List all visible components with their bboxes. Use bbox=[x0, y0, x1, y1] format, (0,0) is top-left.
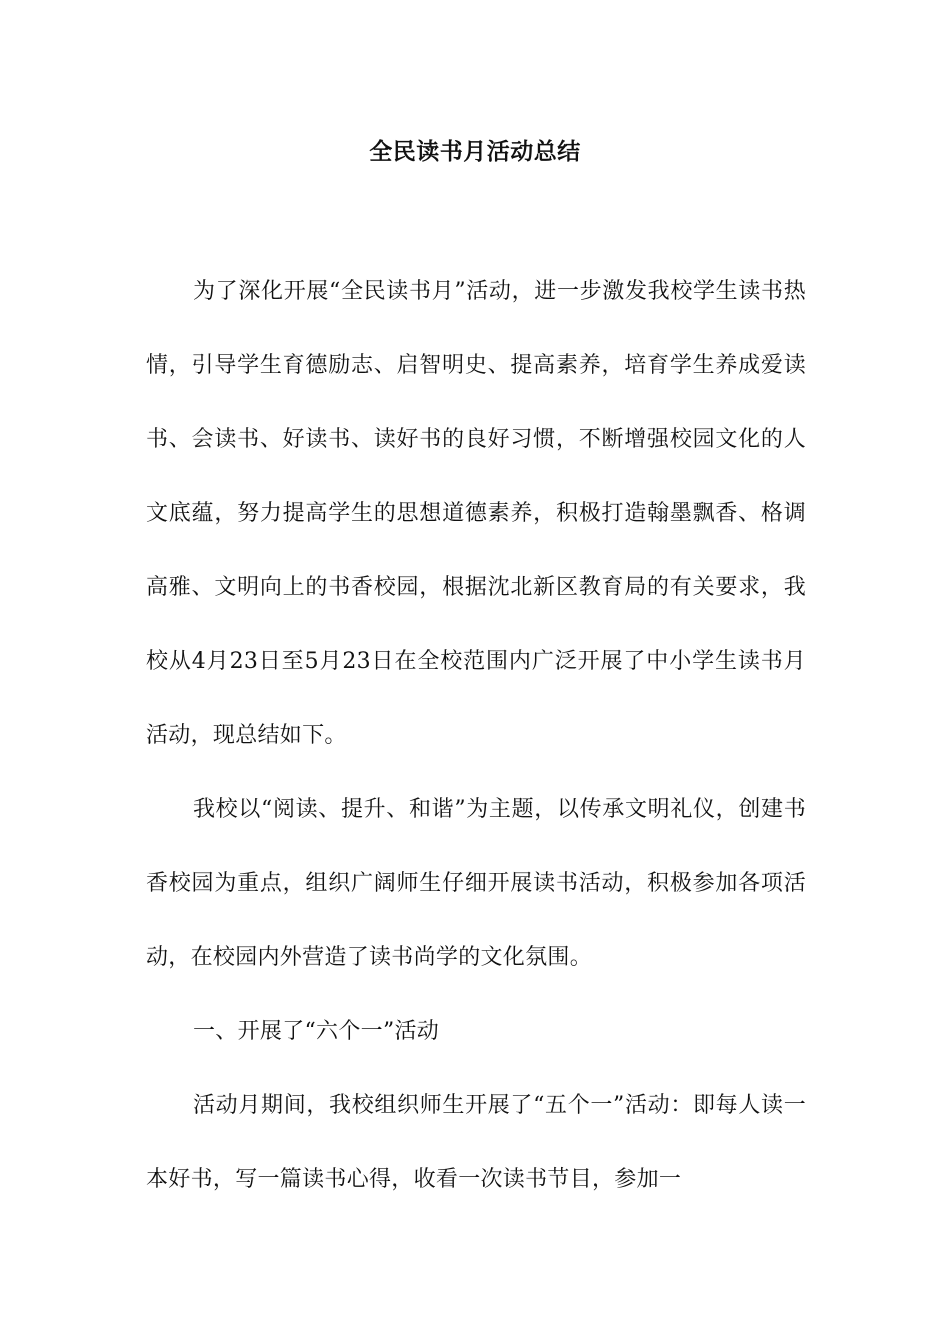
document-body bbox=[146, 255, 806, 1217]
paragraph-activities: 活动月期间，我校组织师生开展了“五个一”活动：即每人读一本好书，写一篇读书心得，收看一次读书节目，参加一 bbox=[146, 1093, 806, 1192]
document-title: 全民读书月活动总结 bbox=[369, 139, 581, 165]
paragraph-theme: 我校以“阅读、提升、和谐”为主题，以传承文明礼仪，创建书香校园为重点，组织广阔师生仔细开展读书活动，积极参加各项活动，在校园内外营造了读书尚学的文化氛围。 bbox=[146, 797, 806, 970]
section-heading-1: 一、开展了“六个一”活动 bbox=[193, 1019, 440, 1044]
paragraph-intro: 为了深化开展“全民读书月”活动，进一步激发我校学生读书热情，引导学生育德励志、启智明史、提高素养，培育学生养成爱读书、会读书、好读书、读好书的良好习惯，不断增强校园文化的人文底蕴，努力提高学生的思想道德素养，积极打造翰墨飘香、格调高雅、文明向上的书香校园，根据沈北新区教育局的有关要求，我校从4月23日至5月23日在全校范围内广泛开展了中小学生读书月活动，现总结如下。 bbox=[146, 279, 806, 748]
